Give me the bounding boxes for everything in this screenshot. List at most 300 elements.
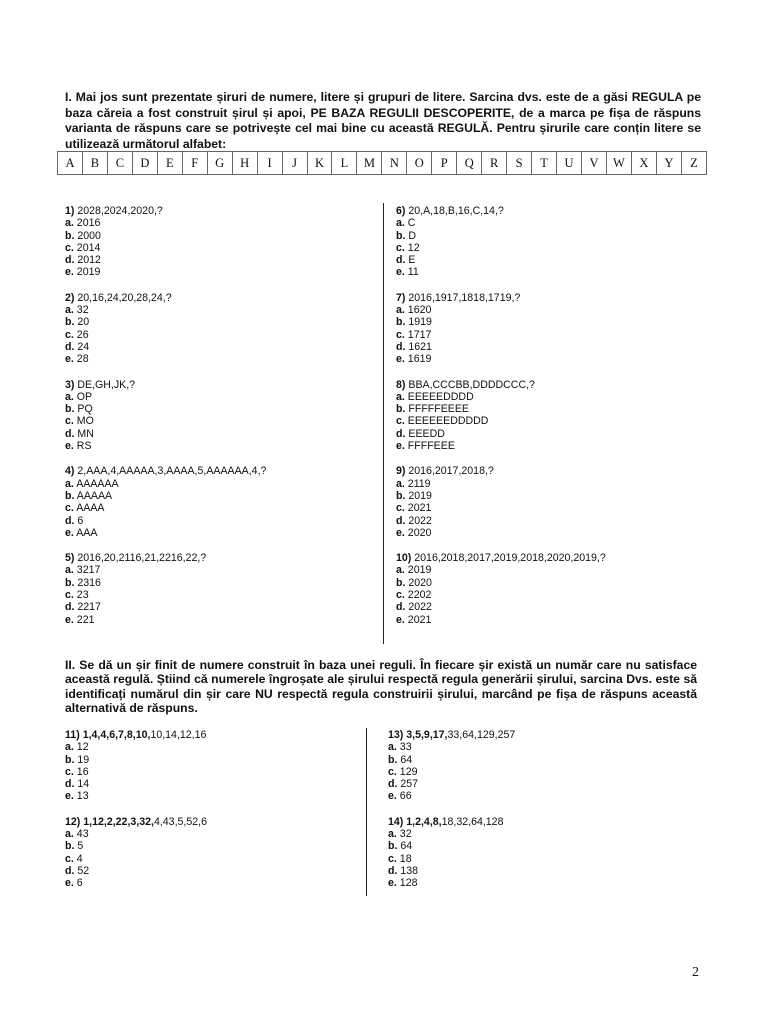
alphabet-letter: X	[631, 152, 656, 175]
question-stem-bold: 1,2,4,8,	[406, 815, 442, 828]
option-letter: b.	[65, 753, 75, 766]
option-letter: e.	[65, 266, 74, 279]
option-letter: c.	[396, 502, 405, 515]
answer-option	[396, 329, 696, 341]
option-letter: a.	[396, 304, 405, 317]
option-letter: c.	[388, 765, 397, 778]
question-stem-text: 2016,2018,2017,2019,2018,2020,2019,?	[414, 552, 606, 565]
answer-option	[396, 527, 696, 539]
question-stem-text: 2016,2017,2018,?	[408, 465, 494, 478]
option-value: 19	[77, 753, 90, 766]
question-stem-text: 20,A,18,B,16,C,14,?	[408, 205, 504, 217]
question-stem	[396, 552, 696, 564]
option-letter: b.	[396, 229, 406, 242]
answer-option	[396, 403, 696, 415]
option-value: EEEEEEDDDDD	[407, 415, 489, 428]
answer-option	[65, 865, 355, 877]
question-number: 14)	[388, 815, 404, 828]
answer-option	[396, 515, 696, 527]
option-value: 26	[76, 328, 89, 341]
option-value: 2000	[77, 229, 101, 242]
question-stem	[65, 205, 365, 217]
option-value: 1619	[407, 353, 432, 366]
option-letter: a.	[65, 304, 74, 317]
option-value: AAAA	[76, 502, 105, 515]
option-letter: a.	[396, 390, 405, 403]
alphabet-letter: D	[132, 152, 157, 175]
option-letter: b.	[65, 576, 75, 589]
answer-option	[396, 230, 696, 242]
answer-option	[396, 589, 696, 601]
option-value: E	[408, 254, 416, 267]
option-letter: d.	[396, 254, 406, 267]
option-value: 129	[399, 765, 418, 778]
option-letter: a.	[65, 390, 74, 403]
answer-option	[65, 527, 365, 539]
alphabet-letter: H	[232, 152, 257, 175]
alphabet-letter: N	[382, 152, 407, 175]
answer-option	[396, 391, 696, 403]
answer-option	[65, 564, 365, 576]
question-stem-text: DE,GH,JK,?	[77, 378, 136, 391]
alphabet-letter: O	[407, 152, 432, 175]
option-letter: b.	[396, 403, 406, 416]
option-letter: a.	[396, 477, 405, 490]
option-value: 2119	[407, 477, 431, 490]
answer-option	[396, 564, 696, 576]
answer-option	[65, 614, 365, 626]
option-letter: c.	[388, 852, 397, 865]
option-value: 2021	[407, 502, 432, 515]
option-value: EEEEEDDDD	[407, 390, 474, 403]
question	[65, 465, 365, 539]
option-letter: d.	[65, 601, 75, 614]
option-value: 2022	[408, 514, 432, 527]
page-number: 2	[692, 965, 699, 980]
option-letter: a.	[65, 217, 74, 230]
option-letter: d.	[396, 514, 406, 527]
answer-option	[65, 353, 365, 365]
question-stem-bold: 1,12,2,22,3,32,	[83, 815, 154, 828]
option-letter: a.	[396, 217, 405, 230]
question-number: 10)	[396, 552, 412, 565]
option-value: 3217	[76, 564, 101, 577]
question-stem-text: 2016,1917,1818,1719,?	[408, 291, 521, 304]
option-letter: e.	[65, 526, 74, 539]
answer-option	[65, 778, 355, 790]
option-letter: e.	[396, 266, 405, 279]
alphabet-letter: L	[332, 152, 357, 175]
question	[388, 816, 688, 890]
option-value: 2020	[407, 526, 432, 539]
question-number: 9)	[396, 465, 406, 478]
option-value: 2021	[407, 613, 432, 626]
question-number: 8)	[396, 378, 406, 391]
answer-option	[65, 391, 365, 403]
option-value: EEEDD	[408, 427, 445, 440]
answer-option	[65, 316, 365, 328]
question	[65, 379, 365, 453]
answer-option	[396, 415, 696, 427]
alphabet-letter: J	[282, 152, 307, 175]
answer-option	[396, 428, 696, 440]
alphabet-letter: W	[606, 152, 631, 175]
answer-option	[396, 217, 696, 229]
option-letter: b.	[396, 316, 406, 329]
option-letter: c.	[65, 852, 74, 865]
option-letter: d.	[388, 778, 398, 791]
option-letter: b.	[65, 229, 75, 242]
option-value: MO	[76, 415, 94, 428]
option-value: D	[408, 229, 417, 242]
option-value: 32	[76, 304, 89, 317]
answer-option	[388, 853, 688, 865]
option-value: RS	[76, 440, 92, 453]
answer-option	[396, 316, 696, 328]
answer-option	[65, 217, 365, 229]
option-value: 64	[400, 753, 413, 766]
answer-option	[65, 589, 365, 601]
question-stem	[65, 816, 355, 828]
option-value: 1919	[408, 316, 432, 329]
option-letter: c.	[65, 502, 74, 515]
option-value: 28	[76, 353, 89, 366]
option-value: 2014	[76, 241, 101, 254]
option-letter: c.	[396, 241, 405, 254]
question	[396, 205, 696, 279]
option-value: 12	[76, 741, 89, 754]
part2-instructions: II. Se dă un șir finit de numere construit în baza unei reguli. În fiecare șir există un număr care nu satisface această regulă. Știind că numerele îngroșate ale șirului respectă regula generării șirului, sarcina Dvs. este să identificați numărul din șir care NU respectă regula construirii șirului, marcând pe fișa de răspuns această alternativă de răspuns.	[65, 658, 697, 715]
option-value: 2019	[407, 564, 432, 577]
option-value: C	[407, 217, 416, 230]
alphabet-row	[58, 152, 707, 175]
option-value: 221	[76, 613, 95, 626]
option-letter: e.	[65, 790, 74, 803]
question-stem-text: 18,32,64,128	[441, 815, 504, 828]
question-stem	[396, 292, 696, 304]
part1-column-divider	[383, 203, 384, 644]
option-letter: d.	[65, 340, 75, 353]
option-value: 12	[407, 241, 420, 254]
alphabet-letter: E	[157, 152, 182, 175]
part1-right-column	[396, 205, 696, 639]
option-letter: d.	[65, 514, 75, 527]
option-letter: d.	[65, 254, 75, 267]
answer-option	[65, 840, 355, 852]
alphabet-table	[57, 151, 707, 175]
answer-option	[396, 242, 696, 254]
part2-left-column	[65, 729, 355, 903]
option-letter: c.	[396, 415, 405, 428]
option-value: 6	[77, 514, 84, 527]
answer-option	[388, 877, 688, 889]
answer-option	[65, 853, 355, 865]
question-number: 6)	[396, 205, 406, 217]
alphabet-letter: Y	[656, 152, 681, 175]
answer-option	[396, 478, 696, 490]
answer-option	[65, 242, 365, 254]
question	[65, 205, 365, 279]
answer-option	[396, 490, 696, 502]
option-letter: e.	[396, 526, 405, 539]
option-letter: e.	[396, 353, 405, 366]
answer-option	[65, 415, 365, 427]
answer-option	[65, 304, 365, 316]
question-number: 5)	[65, 552, 75, 565]
answer-option	[396, 353, 696, 365]
answer-option	[65, 754, 355, 766]
part2-column-divider	[366, 728, 367, 896]
option-letter: a.	[396, 564, 405, 577]
question	[396, 552, 696, 626]
option-value: 18	[399, 852, 412, 865]
answer-option	[396, 502, 696, 514]
option-value: 1621	[408, 340, 432, 353]
option-letter: b.	[65, 489, 75, 502]
question-stem	[65, 292, 365, 304]
question-stem	[388, 729, 688, 741]
option-letter: b.	[396, 489, 406, 502]
question-number: 3)	[65, 378, 75, 391]
option-value: 2316	[77, 576, 101, 589]
option-letter: c.	[65, 328, 74, 341]
option-value: 2202	[407, 589, 432, 602]
question-number: 11)	[65, 729, 80, 741]
option-letter: d.	[396, 340, 406, 353]
option-letter: c.	[396, 589, 405, 602]
option-value: 64	[400, 840, 413, 853]
option-letter: a.	[65, 828, 74, 841]
option-letter: d.	[396, 427, 406, 440]
alphabet-letter: I	[257, 152, 282, 175]
option-value: OP	[76, 390, 93, 403]
answer-option	[65, 790, 355, 802]
question-stem-text: 20,16,24,20,28,24,?	[77, 291, 172, 304]
answer-option	[65, 828, 355, 840]
option-value: 16	[76, 765, 89, 778]
alphabet-letter: C	[107, 152, 132, 175]
option-value: FFFFEEE	[407, 440, 455, 453]
alphabet-letter: A	[58, 152, 83, 175]
option-letter: e.	[65, 613, 74, 626]
alphabet-letter: Z	[681, 152, 706, 175]
question-stem-text: 2,AAA,4,AAAAA,3,AAAA,5,AAAAAA,4,?	[77, 465, 267, 478]
option-letter: a.	[388, 828, 397, 841]
option-value: 14	[77, 778, 90, 791]
option-value: 2022	[408, 601, 432, 614]
option-letter: d.	[65, 778, 75, 791]
question	[396, 379, 696, 453]
option-letter: b.	[388, 840, 398, 853]
alphabet-letter: S	[507, 152, 532, 175]
answer-option	[388, 741, 688, 753]
option-letter: e.	[65, 877, 74, 890]
option-value: 6	[76, 877, 83, 890]
question	[396, 465, 696, 539]
option-value: 20	[77, 316, 90, 329]
option-value: 2217	[77, 601, 101, 614]
answer-option	[388, 828, 688, 840]
answer-option	[65, 329, 365, 341]
option-value: 257	[400, 778, 419, 791]
option-letter: b.	[388, 753, 398, 766]
answer-option	[65, 515, 365, 527]
option-value: 2012	[77, 254, 101, 267]
question-stem-text: 33,64,129,257	[447, 729, 516, 741]
option-value: 24	[77, 340, 90, 353]
question-number: 13)	[388, 729, 404, 741]
alphabet-letter: Q	[457, 152, 482, 175]
option-value: 1717	[407, 328, 432, 341]
question-stem	[65, 465, 365, 477]
option-value: 128	[399, 877, 418, 890]
option-letter: b.	[65, 403, 75, 416]
part1-left-column	[65, 205, 365, 639]
question-stem	[65, 729, 355, 741]
question-stem-text: 2016,20,2116,21,2216,22,?	[77, 552, 207, 565]
question-number: 2)	[65, 291, 75, 304]
option-letter: e.	[388, 877, 397, 890]
option-letter: e.	[396, 613, 405, 626]
option-letter: c.	[396, 328, 405, 341]
option-letter: b.	[396, 576, 406, 589]
question-stem-bold: 3,5,9,17,	[406, 729, 448, 741]
option-value: FFFFFEEEE	[408, 403, 469, 416]
alphabet-letter: F	[182, 152, 207, 175]
answer-option	[65, 254, 365, 266]
question-stem	[388, 816, 688, 828]
question-stem-text: 10,14,12,16	[150, 729, 207, 741]
option-value: 2019	[408, 489, 432, 502]
answer-option	[388, 840, 688, 852]
answer-option	[396, 266, 696, 278]
option-letter: b.	[65, 316, 75, 329]
option-letter: c.	[65, 589, 74, 602]
option-value: 2019	[76, 266, 101, 279]
answer-option	[65, 266, 365, 278]
answer-option	[65, 490, 365, 502]
question	[65, 292, 365, 366]
alphabet-letter: K	[307, 152, 332, 175]
alphabet-letter: V	[582, 152, 607, 175]
alphabet-letter: P	[432, 152, 457, 175]
question-stem-bold: 1,4,4,6,7,8,10,	[82, 729, 151, 741]
option-value: AAA	[76, 526, 98, 539]
answer-option	[65, 230, 365, 242]
option-letter: a.	[65, 564, 74, 577]
alphabet-letter: G	[207, 152, 232, 175]
answer-option	[388, 766, 688, 778]
option-value: 13	[76, 790, 89, 803]
question-number: 1)	[65, 205, 75, 217]
question-stem-text: 2028,2024,2020,?	[77, 205, 163, 217]
option-value: 33	[399, 741, 412, 754]
answer-option	[388, 778, 688, 790]
question	[65, 729, 355, 803]
alphabet-letter: R	[482, 152, 507, 175]
answer-option	[388, 754, 688, 766]
option-value: 66	[399, 790, 412, 803]
question-stem-text: BBA,CCCBB,DDDDCCC,?	[408, 378, 535, 391]
answer-option	[65, 741, 355, 753]
alphabet-letter: T	[532, 152, 557, 175]
option-letter: d.	[65, 864, 75, 877]
part2-right-column	[388, 729, 688, 903]
option-letter: d.	[65, 427, 75, 440]
question	[65, 816, 355, 890]
question-number: 7)	[396, 291, 406, 304]
option-value: 11	[407, 266, 419, 279]
answer-option	[65, 502, 365, 514]
question-stem	[396, 205, 696, 217]
option-value: 5	[77, 840, 84, 853]
option-value: 23	[76, 589, 89, 602]
question-stem-text: 4,43,5,52,6	[153, 815, 207, 828]
option-letter: e.	[396, 440, 405, 453]
question	[396, 292, 696, 366]
question-number: 12)	[65, 815, 81, 828]
answer-option	[396, 341, 696, 353]
option-value: 138	[400, 864, 419, 877]
answer-option	[65, 341, 365, 353]
answer-option	[65, 478, 365, 490]
question-number: 4)	[65, 465, 75, 478]
answer-option	[396, 440, 696, 452]
question-stem	[65, 379, 365, 391]
question-stem	[65, 552, 365, 564]
part1-instructions: I. Mai jos sunt prezentate șiruri de numere, litere și grupuri de litere. Sarcina dvs. este de a găsi REGULA pe baza căreia a fost construit șirul și apoi, PE BAZA REGULII DESCOPERITE, de a marca pe fișa de răspuns varianta de răspuns care se potrivește cel mai bine cu această REGULĂ. Pentru șirurile care conțin litere se utilizează următorul alfabet:	[65, 90, 701, 151]
option-value: 2016	[76, 217, 101, 230]
option-letter: a.	[65, 477, 74, 490]
answer-option	[65, 601, 365, 613]
option-value: PQ	[77, 403, 93, 416]
question-stem	[396, 379, 696, 391]
option-letter: b.	[65, 840, 75, 853]
option-value: 4	[76, 852, 83, 865]
answer-option	[396, 304, 696, 316]
alphabet-letter: B	[82, 152, 107, 175]
option-letter: a.	[388, 741, 397, 754]
answer-option	[65, 766, 355, 778]
option-letter: a.	[65, 741, 74, 754]
answer-option	[396, 601, 696, 613]
answer-option	[388, 865, 688, 877]
option-value: 43	[76, 828, 89, 841]
option-value: AAAAAA	[76, 477, 119, 490]
option-value: 1620	[407, 304, 432, 317]
answer-option	[65, 440, 365, 452]
answer-option	[65, 403, 365, 415]
question-stem	[396, 465, 696, 477]
option-letter: e.	[65, 353, 74, 366]
option-letter: d.	[388, 864, 398, 877]
answer-option	[65, 577, 365, 589]
answer-option	[65, 428, 365, 440]
alphabet-letter: U	[557, 152, 582, 175]
answer-option	[396, 577, 696, 589]
option-value: 32	[399, 828, 412, 841]
question	[388, 729, 688, 803]
answer-option	[396, 614, 696, 626]
option-value: 2020	[408, 576, 432, 589]
option-letter: e.	[65, 440, 74, 453]
option-value: 52	[77, 864, 90, 877]
alphabet-letter: M	[357, 152, 382, 175]
option-letter: e.	[388, 790, 397, 803]
option-letter: c.	[65, 241, 74, 254]
question	[65, 552, 365, 626]
option-letter: d.	[396, 601, 406, 614]
